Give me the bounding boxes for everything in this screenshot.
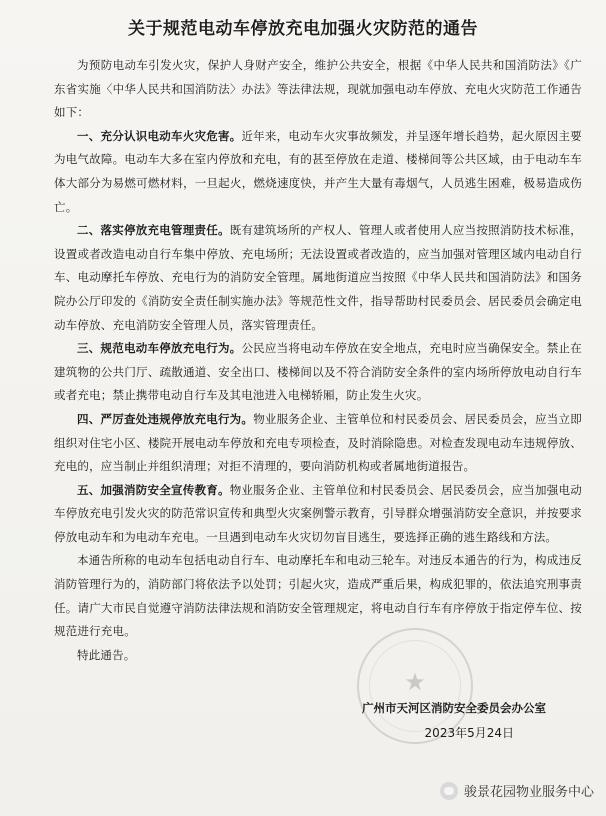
wechat-icon [440,782,458,800]
section-2-heading: 二、落实停放充电管理责任。 [77,223,230,238]
seal-star-icon: ★ [404,668,426,696]
source-watermark [440,781,594,800]
notice-body [54,54,582,667]
section-4-text: 物业服务企业、主管单位和村民委员会、居民委员会，应当立即组织对住宅小区、楼院开展电动车停放和充电专项检查，及时消除隐患。对检查发现电动车违规停放、充电的，应当制止并组织清理；对拒不清理的，要向消防机构或者属地街道报告。 [54,411,582,474]
closing-paragraph: 本通告所称的电动车包括电动自行车、电动摩托车和电动三轮车。对违反本通告的行为，构成违反消防管理行为的，消防部门将依法予以处罚；引起火灾，造成严重后果，构成犯罪的，依法追究刑事责任。请广大市民自觉遵守消防法律法规和消防安全管理规定，将电动自行车有序停放于指定停车位、按规范进行充电。 [54,553,582,639]
section-1-text: 近年来，电动车火灾事故频发，并呈逐年增长趋势，起火原因主要为电气故障。电动车大多在室内停放和充电，有的甚至停放在走道、楼梯间等公共区域，由于电动车车体大部分为易燃可燃材料，一旦起火，燃烧速度快，并产生大量有毒烟气，人员逃生困难，极易造成伤亡。 [54,128,582,214]
intro-paragraph: 为预防电动车引发火灾，保护人身财产安全，维护公共安全，根据《中华人民共和国消防法》《广东省实施〈中华人民共和国消防法〉办法》等法律法规，现就加强电动车停放、充电火灾防范工作通告如下： [54,58,582,120]
section-5-text: 物业服务企业、主管单位和村民委员会、居民委员会，应当加强电动车停放充电引发火灾的防范常识宣传和典型火灾案例警示教育，引导群众增强消防安全意识，并按要求停放电动车和为电动车充电。一旦遇到电动车火灾切勿盲目逃生，要选择正确的逃生路线和方法。 [54,482,582,544]
section-5 [54,479,582,550]
section-2 [54,219,582,337]
section-2-text: 既有建筑场所的产权人、管理人或者使用人应当按照消防技术标准，设置或者改造电动自行车集中停放、充电场所；无法设置或者改造的，应当加强对管理区域内电动自行车、电动摩托车停放、充电行为的消防安全管理。属地街道应当按照《中华人民共和国消防法》和国务院办公厅印发的《消防安全责任制实施办法》等规范性文件，指导帮助村民委员会、居民委员会确定电动车停放、充电消防安全管理人员，落实管理责任。 [54,223,582,332]
section-3 [54,337,582,408]
final-line: 特此通告。 [77,647,136,662]
section-4 [54,408,582,479]
issue-date: 2023年5月24日 [424,726,514,740]
section-3-heading: 三、规范电动车停放充电行为。 [77,341,242,356]
issuer-signature: 广州市天河区消防安全委员会办公室 [362,701,546,715]
watermark-text: 骏景花园物业服务中心 [463,785,594,800]
section-1-heading: 一、充分认识电动车火灾危害。 [77,128,242,143]
notice-title: 关于规范电动车停放充电加强火灾防范的通告 [128,19,478,39]
section-1 [54,125,582,219]
section-4-heading: 四、严厉查处违规停放充电行为。 [77,411,254,426]
section-5-heading: 五、加强消防安全宣传教育。 [77,482,230,497]
section-3-text: 公民应当将电动车停放在安全地点，充电时应当确保安全。禁止在建筑物的公共门厅、疏散通道、安全出口、楼梯间以及不符合消防安全条件的室内场所停放电动自行车或者充电；禁止携带电动自行车及其电池进入电梯轿厢，防止发生火灾。 [54,341,582,403]
